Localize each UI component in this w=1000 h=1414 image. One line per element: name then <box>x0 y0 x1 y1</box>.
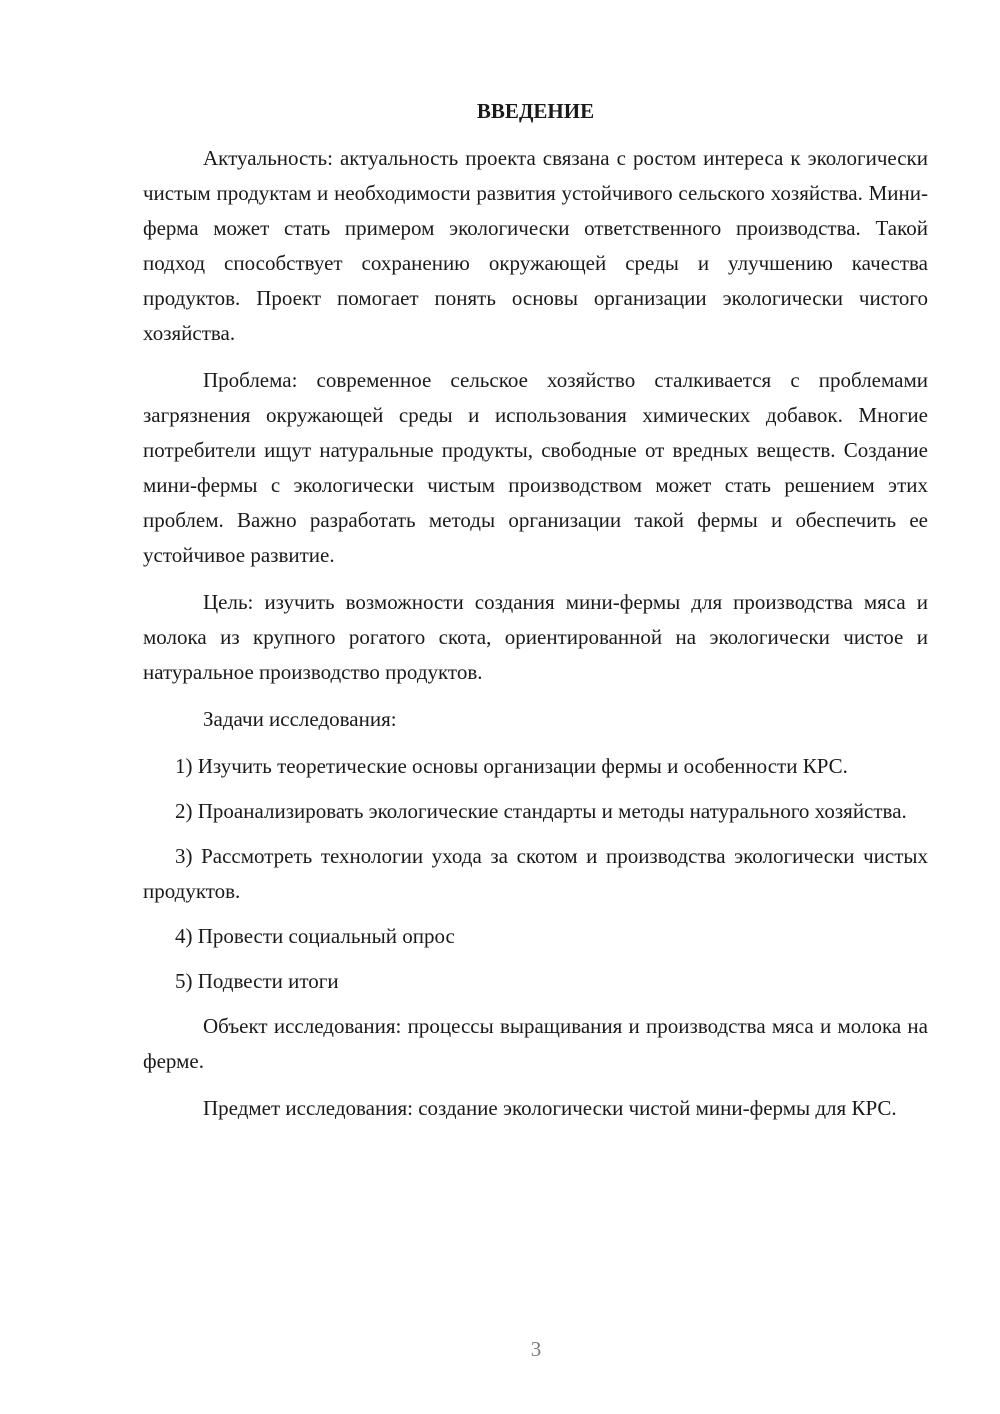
goal-paragraph: Цель: изучить возможности создания мини-фермы для производства мяса и молока из крупного рогатого скота, ориентированной на экологически чистое и натуральное производство продуктов. <box>143 590 928 684</box>
page-number: 3 <box>530 1337 542 1361</box>
task-item-2: 2) Проанализировать экологические стандарты и методы натурального хозяйства. <box>175 799 907 823</box>
object-paragraph: Объект исследования: процессы выращивания и производства мяса и молока на ферме. <box>143 1014 928 1073</box>
subject-paragraph: Предмет исследования: создание экологически чистой мини-фермы для КРС. <box>203 1096 897 1120</box>
problem-paragraph: Проблема: современное сельское хозяйство сталкивается с проблемами загрязнения окружающей среды и использования химических добавок. Многие потребители ищут натуральные продукты, свободные от вредных веществ. Создание мини-фермы с экологически чистым производством может стать решением этих проблем. Важно разработать методы организации такой фермы и обеспечить ее устойчивое развитие. <box>143 368 928 567</box>
relevance-paragraph: Актуальность: актуальность проекта связана с ростом интереса к экологически чистым продуктам и необходимости развития устойчивого сельского хозяйства. Мини-ферма может стать примером экологически ответственного производства. Такой подход способствует сохранению окружающей среды и улучшению качества продуктов. Проект помогает понять основы организации экологически чистого хозяйства. <box>143 146 928 345</box>
tasks-heading: Задачи исследования: <box>203 707 397 731</box>
section-title: ВВЕДЕНИЕ <box>476 99 595 123</box>
page-content <box>143 94 928 1138</box>
task-item-5: 5) Подвести итоги <box>175 969 339 993</box>
task-item-4: 4) Провести социальный опрос <box>175 924 455 948</box>
task-item-3: 3) Рассмотреть технологии ухода за скотом и производства экологически чистых продуктов. <box>143 844 928 903</box>
task-item-1: 1) Изучить теоретические основы организации фермы и особенности КРС. <box>175 754 848 778</box>
